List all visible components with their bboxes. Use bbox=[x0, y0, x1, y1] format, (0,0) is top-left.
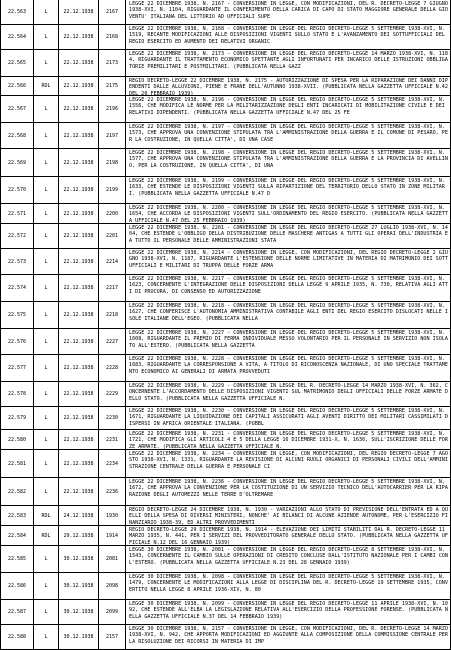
act-date: 22.12.1938 bbox=[59, 50, 99, 76]
act-type: L bbox=[34, 275, 59, 301]
act-date: 22.12.1938 bbox=[59, 224, 99, 248]
act-code: 2196 bbox=[99, 96, 126, 122]
act-description: LEGGE 22 DICEMBRE 1938, N. 2228 - CONVERSIONE IN LEGGE DEL REGIO DECRETO-LEGGE 5 SETTEMBRE 1938-XVI, N. 1683, RIGUARDANTE LA CORRESPONSIONE A VITA, A TITOLO DI RICONOSCENZA NAZIONALE, DI UNO SPECIALE TRATTAMENTO ECONOMICO AI GENERALI DI ARMATA PROVVEDUTI bbox=[129, 356, 448, 375]
act-description: LEGGE 22 DICEMBRE 1938, N. 2227 - CONVERSIONE IN LEGGE DEL REGIO DECRETO-LEGGE 5 SETTEMBRE 1938-XVI, N. 1608, RIGUARDANTE IL PREMIO DI FERMA INDIVIDUALE MESSO VOLONTARIO PER IL PERSONALE IN SERVIZIO NON ISOLATO ALL'ESTERO. (PUBBLICATA NELLA GAZZETTA bbox=[129, 330, 448, 349]
entry-number: 22.577 bbox=[1, 355, 34, 381]
entry-number: 22.580 bbox=[1, 430, 34, 449]
act-type: L bbox=[34, 25, 59, 49]
act-code: 2217 bbox=[99, 275, 126, 301]
table-row bbox=[1, 546, 450, 573]
act-description: LEGGE 22 DICEMBRE 1938, N. 2236 - CONVERSIONE IN LEGGE DEL REGIO DECRETO-LEGGE 5 SETTEMBRE 1938-XVI, N. 1672, CHE APPROVA LA CONVENZIONE PER LA COSTITUZIONE DI UN SERVIZIO TECNICO DELL'AUTOCARRIER PER LA RIPARAZIONE DEGLI AUTOMEZZI NELLE TERRE D'OLTREMARE bbox=[129, 479, 448, 498]
entry-number: 22.576 bbox=[1, 329, 34, 354]
entry-number: 22.565 bbox=[1, 50, 34, 76]
table-row bbox=[1, 204, 450, 224]
entry-number: 22.563 bbox=[1, 0, 34, 24]
act-code: 2197 bbox=[99, 123, 126, 148]
act-date: 22.12.1938 bbox=[59, 382, 99, 406]
act-date: 22.12.1938 bbox=[59, 77, 99, 95]
act-date: 22.12.1938 bbox=[59, 123, 99, 148]
act-code: 2227 bbox=[99, 329, 126, 354]
act-code: 2200 bbox=[99, 204, 126, 223]
entry-number: 22.581 bbox=[1, 450, 34, 477]
table-row bbox=[1, 275, 450, 302]
act-code: 2198 bbox=[99, 149, 126, 176]
table-row bbox=[1, 302, 450, 329]
act-description: LEGGE 22 DICEMBRE 1938, N. 2234 - CONVERSIONE IN LEGGE, CON MODIFICAZIONI, DEL REGIO DECRETO-LEGGE 7 AGOSTO 1938-XVI, N. 1331, RIGUARDANTE LA REVISIONE DI ALCUNI RUOLI ORGANICI DI PERSONALI CIVILI DELL'AMMINISTRAZIONE CENTRALE DELLA GUERRA E PERSONALE CI bbox=[129, 451, 448, 470]
act-type: L bbox=[34, 123, 59, 148]
act-description: LEGGE 30 DICEMBRE 1938, N. 2098 - CONVERSIONE IN LEGGE DEL REGIO DECRETO-LEGGE 5 SETTEMBRE 1938-XVI, N. 1479, CONCERNENTE LE MODIFICAZIONI ALLA LEGGE DI DISCIPLINA DEL R. DECRETO-LEGGE 19 SETTEMBRE 1935, CONVERTITO NELLA LEGGE 8 APRILE 1936-XIV, N. 80 bbox=[129, 574, 448, 593]
act-description: LEGGE 22 DICEMBRE 1938, N. 2214 - CONVERSIONE IN LEGGE, CON MODIFICAZIONI, DEL REGIO DECRETO-LEGGE 2 GIUGNO 1938-XVI, N. 1187, RIGUARDANTE L'ESTENSIONE DELLE NORME LIMITATIVE IN MATERIA DI MATRIMONIO DEI SOTTUFFICIALI E MILITARI DI TRUPPA DELLE FORZE ARMA bbox=[129, 250, 448, 269]
act-date: 22.12.1938 bbox=[59, 329, 99, 354]
act-date: 22.12.1938 bbox=[59, 450, 99, 477]
act-type: L bbox=[34, 600, 59, 624]
entry-number: 22.566 bbox=[1, 77, 34, 95]
act-description: LEGGE 22 DICEMBRE 1938, N. 2217 - CONVERSIONE IN LEGGE DEL REGIO DECRETO-LEGGE 5 SETTEMBRE 1938-XVI, N. 1623, CONCERNENTE L'INTEGRAZIONE DELLE DISPOSIZIONI DELLA LEGGE 9 APRILE 1935, N. 730, RELATIVA AGLI ATTI DI PROCURA, DI CONSENSO ED AUTORIZZAZIONE bbox=[129, 276, 448, 295]
act-description: LEGGE 22 DICEMBRE 1938, N. 2199 - CONVERSIONE IN LEGGE DEL REGIO DECRETO-LEGGE 5 SETTEMBRE 1938-XVI, N. 1633, CHE ESTENDE LE DISPOSIZIONI VIGENTI SULLA RIPARTIZIONE DEL TERRITORIO DELLO STATO IN ZONE MILITARI. (PUBBLICATA NELLA GAZZETTA UFFICIALE N.47 D bbox=[129, 178, 445, 197]
act-code: 2199 bbox=[99, 177, 126, 203]
table-row bbox=[1, 506, 450, 526]
act-description: LEGGE 22 DICEMBRE 1938, N. 2201 - CONVERSIONE IN LEGGE DEL REGIO DECRETO-LEGGE 27 LUGLIO 1938-XVI, N. 1404, CHE ESTENDE L'OBBLIGO DELLA DISTRIBUZIONE DELLE MASCHERE ANTIGAS A TUTTI GLI OPERAI DELL'INDUSTRIA E A TUTTO IL PERSONALE DELLE AMMINISTRAZIONI STATA bbox=[129, 225, 448, 244]
entry-number: 22.575 bbox=[1, 302, 34, 328]
act-type: RDL bbox=[34, 506, 59, 525]
act-description: LEGGE 22 DICEMBRE 1938, N. 2197 - CONVERSIONE IN LEGGE DEL REGIO DECRETO-LEGGE 5 SETTEMBRE 1938-XVI, N. 1573, CHE APPROVA UNA CONVENZIONE STIPULATA TRA L'AMMINISTRAZIONE DELLA GUERRA E IL COMUNE DI PESARO, PER LA COSTRUZIONE, IN QUELLA CITTA', DI UNA CASE bbox=[129, 124, 448, 143]
act-code: 2099 bbox=[99, 600, 126, 624]
table-row bbox=[1, 407, 450, 430]
entry-number: 22.584 bbox=[1, 526, 34, 545]
act-description: LEGGE 30 DICEMBRE 1938, N. 2099 - CONVERSIONE IN LEGGE DEL REGIO DECRETO-LEGGE 11 APRILE 1938-XVI, N. 1092, CHE ESTENDE ALL'ELBA LA LEGISLAZIONE RELATIVA ALL'ESERCIZIO DELLA PROFESSIONE FORENSE. (PUBBLICATA NELLA GAZZETTA UFFICIALE N.37 DEL 14 FEBBRAIO 1939) bbox=[129, 601, 448, 620]
act-type: L bbox=[34, 573, 59, 599]
entry-number: 22.567 bbox=[1, 96, 34, 122]
table-row bbox=[1, 123, 450, 149]
act-code: 2236 bbox=[99, 478, 126, 505]
act-type: L bbox=[34, 204, 59, 223]
act-description: LEGGE 30 DICEMBRE 1938, N. 2157 - CONVERSIONE IN LEGGE, CON MODIFICAZIONI, DEL R. DECRETO-LEGGE 14 MARZO 1938-XVI, N. 942, CHE APPORTA MODIFICAZIONI ED AGGIUNTE ALLA COMPOSIZIONE DELLA COMMISSIONE CENTRALE PER LA RISOLUZIONE DEI RICORSI IN MATERIA DI IMP bbox=[129, 626, 448, 645]
act-date: 22.12.1938 bbox=[59, 249, 99, 274]
table-row bbox=[1, 149, 450, 177]
act-code: 2168 bbox=[99, 25, 126, 49]
act-code: 2175 bbox=[99, 77, 126, 95]
act-date: 29.12.1938 bbox=[59, 526, 99, 545]
act-code: 2234 bbox=[99, 450, 126, 477]
table-row bbox=[1, 25, 450, 50]
act-type: L bbox=[34, 249, 59, 274]
table-row bbox=[1, 450, 450, 478]
entry-number: 22.571 bbox=[1, 204, 34, 223]
act-description: LEGGE 30 DICEMBRE 1938, N. 2081 - CONVERSIONE IN LEGGE DEL REGIO DECRETO-LEGGE 8 SETTEMBRE 1938-XVI, N. 1543, CONCERNENTE IL CAMBIO SULLE OPERAZIONI DI CREDITO CONCLUSE DALL'ISTITUTO NAZIONALE PER I CAMBI CON L'ESTERO. (PUBBLICATA NELLA GAZZETTA UFFICIALE N.23 DEL 28 GENNAIO 1939) bbox=[129, 547, 448, 566]
act-code: 2218 bbox=[99, 302, 126, 328]
act-date: 22.12.1938 bbox=[59, 204, 99, 223]
act-date: 24.12.1938 bbox=[59, 506, 99, 525]
act-description: REGIO DECRETO-LEGGE 22 DICEMBRE 1938, N. 2175 - AUTORIZZAZIONE DI SPESA PER LA RIPARAZIONE DEI DANNI DIPENDENTI DALLE ALLUVIONI, PIENE E FRANE DELL'AUTUNNO 1938-XVII. (PUBBLICATA NELLA GAZZETTA UFFICIALE N.42 DEL 20 FEBBRAIO 1939) bbox=[129, 78, 448, 95]
entry-number: 22.572 bbox=[1, 224, 34, 248]
table-row bbox=[1, 77, 450, 96]
act-date: 22.12.1938 bbox=[59, 478, 99, 505]
table-row bbox=[1, 0, 450, 25]
table-row bbox=[1, 430, 450, 450]
act-type: L bbox=[34, 430, 59, 449]
act-type: L bbox=[34, 177, 59, 203]
act-date: 22.12.1938 bbox=[59, 96, 99, 122]
act-date: 22.12.1938 bbox=[59, 355, 99, 381]
table-row bbox=[1, 50, 450, 77]
act-code: 2230 bbox=[99, 407, 126, 429]
table-row bbox=[1, 526, 450, 546]
act-type: RDL bbox=[34, 526, 59, 545]
act-code: 2214 bbox=[99, 249, 126, 274]
act-type: L bbox=[34, 302, 59, 328]
act-type: L bbox=[34, 355, 59, 381]
act-code: 2231 bbox=[99, 430, 126, 449]
table-row bbox=[1, 329, 450, 355]
act-type: L bbox=[34, 407, 59, 429]
act-code: 2098 bbox=[99, 573, 126, 599]
entry-number: 22.582 bbox=[1, 478, 34, 505]
table-row bbox=[1, 382, 450, 407]
act-description: LEGGE 22 DICEMBRE 1938, N. 2196 - CONVERSIONE IN LEGGE DEL REGIO DECRETO-LEGGE 5 SETTEMBRE 1938-XVI, N. 1556, CHE MODIFICA LE NORME PER LA MILITARIZZAZIONE DEGLI ENTI INCARICATI DI MOBILITAZIONE CIVILE E DEI RELATIVI DIPENDENTI. (PUBBLICATA NELLA GAZZETTA UFFICIALE N.47 DEL 25 FE bbox=[129, 97, 445, 116]
act-description: LEGGE 22 DICEMBRE 1938, N. 2218 - CONVERSIONE IN LEGGE DEL REGIO DECRETO-LEGGE 5 SETTEMBRE 1938-XVI, N. 1627, CHE CONFERISCE L'AUTONOMIA AMMINISTRATIVA CONTABILE AGLI ENTI DEL REGIO ESERCITO DISLOCATI NELLE ISOLE ITALIANE DELL'EGEO. (PUBBLICATA NELLA bbox=[129, 303, 448, 322]
entry-number: 22.583 bbox=[1, 506, 34, 525]
entry-number: 22.564 bbox=[1, 25, 34, 49]
act-code: 2081 bbox=[99, 546, 126, 572]
act-date: 22.12.1938 bbox=[59, 275, 99, 301]
act-date: 22.12.1938 bbox=[59, 0, 99, 24]
act-type: L bbox=[34, 478, 59, 505]
table-row bbox=[1, 573, 450, 600]
act-code: 1914 bbox=[99, 526, 126, 545]
table-row bbox=[1, 249, 450, 275]
act-date: 30.12.1938 bbox=[59, 625, 99, 649]
act-type: L bbox=[34, 149, 59, 176]
entry-number: 22.578 bbox=[1, 382, 34, 406]
act-description: LEGGE 22 DICEMBRE 1938, N. 2230 - CONVERSIONE IN LEGGE DEL REGIO DECRETO-LEGGE 5 SETTEMBRE 1938-XVI, N. 1671, RIGUARDANTE LA LIQUIDAZIONE DEI CAPITALI ASSICURATI AGLI AVENTI DIRITTO DEI MILITARI CASSIMILATI DISPERSI IN AFRICA ORIENTALE ITALIANA. (PUBBL bbox=[129, 408, 448, 427]
act-date: 22.12.1938 bbox=[59, 25, 99, 49]
act-description: REGIO DECRETO-LEGGE 29 DICEMBRE 1938, N. 1914 - ELEVAZIONE DEI LIMITI STABILITI DAL R. DECRETO-LEGGE 11 MARZO 1935, N. 441, PER I SERVIZI DEL PROVVEDITORATO GENERALE DELLO STATO. (PUBBLICATA NELLA GAZZETTA UFFICIALE N.12 DEL 16 GENNAIO 1939) bbox=[129, 527, 448, 545]
act-description: LEGGE 22 DICEMBRE 1938, N. 2231 - CONVERSIONE IN LEGGE DEL REGIO DECRETO-LEGGE 5 SETTEMBRE 1938-XVI, N. 1721, CHE MODIFICA GLI ARTICOLI 4 E 5 DELLA LEGGE 16 DICEMBRE 1931-X, N. 1630, SULL'ISCRIZIONE DELLE FORZE ARMATE. (PUBBLICATA NELLA GAZZETTA UFFICIALE N. bbox=[129, 431, 448, 449]
table-row bbox=[1, 478, 450, 506]
act-date: 22.12.1938 bbox=[59, 407, 99, 429]
act-date: 30.12.1938 bbox=[59, 573, 99, 599]
table-row bbox=[1, 600, 450, 625]
act-type: L bbox=[34, 0, 59, 24]
act-description: REGIO DECRETO-LEGGE 24 DICEMBRE 1938, N. 1930 - VARIAZIONI ALLO STATO DI PREVISIONE DELL'ENTRATA ED A QUELLI DELLA SPESA DI DIVERSI MINISTERI, NONCHE' AI BILANCI DI ALCUNE AZIENDE AUTONOME, PER L'ESERCIZIO FINANZIARIO 1938-39, ED ALTRI PROVVEDIMENTI bbox=[129, 507, 448, 525]
act-type: L bbox=[34, 625, 59, 649]
act-code: 2167 bbox=[99, 0, 126, 24]
entry-number: 22.579 bbox=[1, 407, 34, 429]
act-date: 22.12.1938 bbox=[59, 177, 99, 203]
table-row bbox=[1, 96, 450, 123]
act-type: L bbox=[34, 329, 59, 354]
act-date: 22.12.1938 bbox=[59, 430, 99, 449]
act-type: L bbox=[34, 50, 59, 76]
table-row bbox=[1, 224, 450, 249]
act-type: RDL bbox=[34, 77, 59, 95]
entry-number: 22.585 bbox=[1, 546, 34, 572]
act-date: 22.12.1938 bbox=[59, 302, 99, 328]
entry-number: 22.573 bbox=[1, 249, 34, 274]
act-type: L bbox=[34, 382, 59, 406]
act-code: 2228 bbox=[99, 355, 126, 381]
entry-number: 22.568 bbox=[1, 123, 34, 148]
act-type: L bbox=[34, 450, 59, 477]
act-description: LEGGE 22 DICEMBRE 1938, N. 2168 - CONVERSIONE IN LEGGE DEL REGIO DECRETO-LEGGE 5 SETTEMBRE 1938-XVI, N. 1519, RECANTE MODIFICAZIONI ALLE DISPOSIZIONI VIGENTI SULLO STATO E L'AVANZAMENTO DEI SOTTUFFICIALI DEL REGIO ESERCITO ED AUMENTO DEI RELATIVI ORGANIC bbox=[129, 26, 445, 45]
act-code: 2157 bbox=[99, 625, 126, 649]
entry-number: 22.570 bbox=[1, 177, 34, 203]
entry-number: 22.569 bbox=[1, 149, 34, 176]
act-type: L bbox=[34, 224, 59, 248]
table-row bbox=[1, 355, 450, 382]
act-description: LEGGE 22 DICEMBRE 1938, N. 2200 - CONVERSIONE IN LEGGE DEL REGIO DECRETO-LEGGE 5 SETTEMBRE 1938-XVI, N. 1654, CHE ACCORDA LE DISPOSIZIONI VIGENTI SULL'ORDINAMENTO DEL REGIO ESERCITO. (PUBBLICATA NELLA GAZZETTA UFFICIALE N.47 DEL 25 FEBBRAIO 1939) bbox=[129, 205, 448, 223]
act-date: 30.12.1938 bbox=[59, 546, 99, 572]
act-date: 22.12.1938 bbox=[59, 149, 99, 176]
act-code: 2201 bbox=[99, 224, 126, 248]
act-code: 2173 bbox=[99, 50, 126, 76]
act-code: 2229 bbox=[99, 382, 126, 406]
act-description: LEGGE 22 DICEMBRE 1938, N. 2198 - CONVERSIONE IN LEGGE DEL REGIO DECRETO-LEGGE 5 SETTEMBRE 1938-XVI, N. 1577, CHE APPROVA UNA CONVENZIONE STIPULATA TRA L'AMMINISTRAZIONE DELLA GUERRA E LA PROVINCIA DI AVELLINO, PER LA COSTRUZIONE, IN QUELLA CITTA', DI UNA bbox=[129, 150, 448, 169]
act-description: LEGGE 22 DICEMBRE 1938, N. 2173 - CONVERSIONE IN LEGGE DEL REGIO DECRETO-LEGGE 14 MARZO 1938-XVI, N. 1184, RIGUARDANTE IL TRATTAMENTO ECONOMICO SPETTANTE AGLI INFORTUNATI PER INCARICO DELLE ISTRUZIONI OBBLIGATORIE PREMILITARI E POSTMILITARI. (PUBBLICATA NELLA GAZZ bbox=[129, 51, 448, 70]
act-code: 1930 bbox=[99, 506, 126, 525]
entry-number: 22.587 bbox=[1, 600, 34, 624]
act-type: L bbox=[34, 96, 59, 122]
act-date: 30.12.1938 bbox=[59, 600, 99, 624]
act-type: L bbox=[34, 546, 59, 572]
act-description: LEGGE 22 DICEMBRE 1938, N. 2167 - CONVERSIONE IN LEGGE, CON MODIFICAZIONI, DEL R. DECRETO-LEGGE 7 GIUGNO 1938-XVI, N. 1104, RIGUARDANTE IL CONFERIMENTO DELLA CARICA DI CAPO DI STATO MAGGIORE GENERALE DELLA GIOVENTU' ITALIANA DEL LITTORIO AD UFFICIALI SUPE bbox=[129, 1, 448, 20]
entry-number: 22.574 bbox=[1, 275, 34, 301]
table-row bbox=[1, 625, 450, 650]
act-description: LEGGE 22 DICEMBRE 1938, N. 2229 - CONVERSIONE IN LEGGE DEL R. DECRETO-LEGGE 14 MARZO 1938-XVI, N. 362, CONCERNENTE L'ACCORDAMENTO DELLE DISPOSIZIONI VIGENTI SUL MATRIMONIO DEGLI UFFICIALI DELLE FORZE ARMATE DELLO STATO. (PUBBLICATA NELLA GAZZETTA UFFICIALE N. bbox=[129, 383, 448, 402]
entry-number: 22.586 bbox=[1, 573, 34, 599]
entry-number: 22.588 bbox=[1, 625, 34, 649]
table-row bbox=[1, 177, 450, 204]
